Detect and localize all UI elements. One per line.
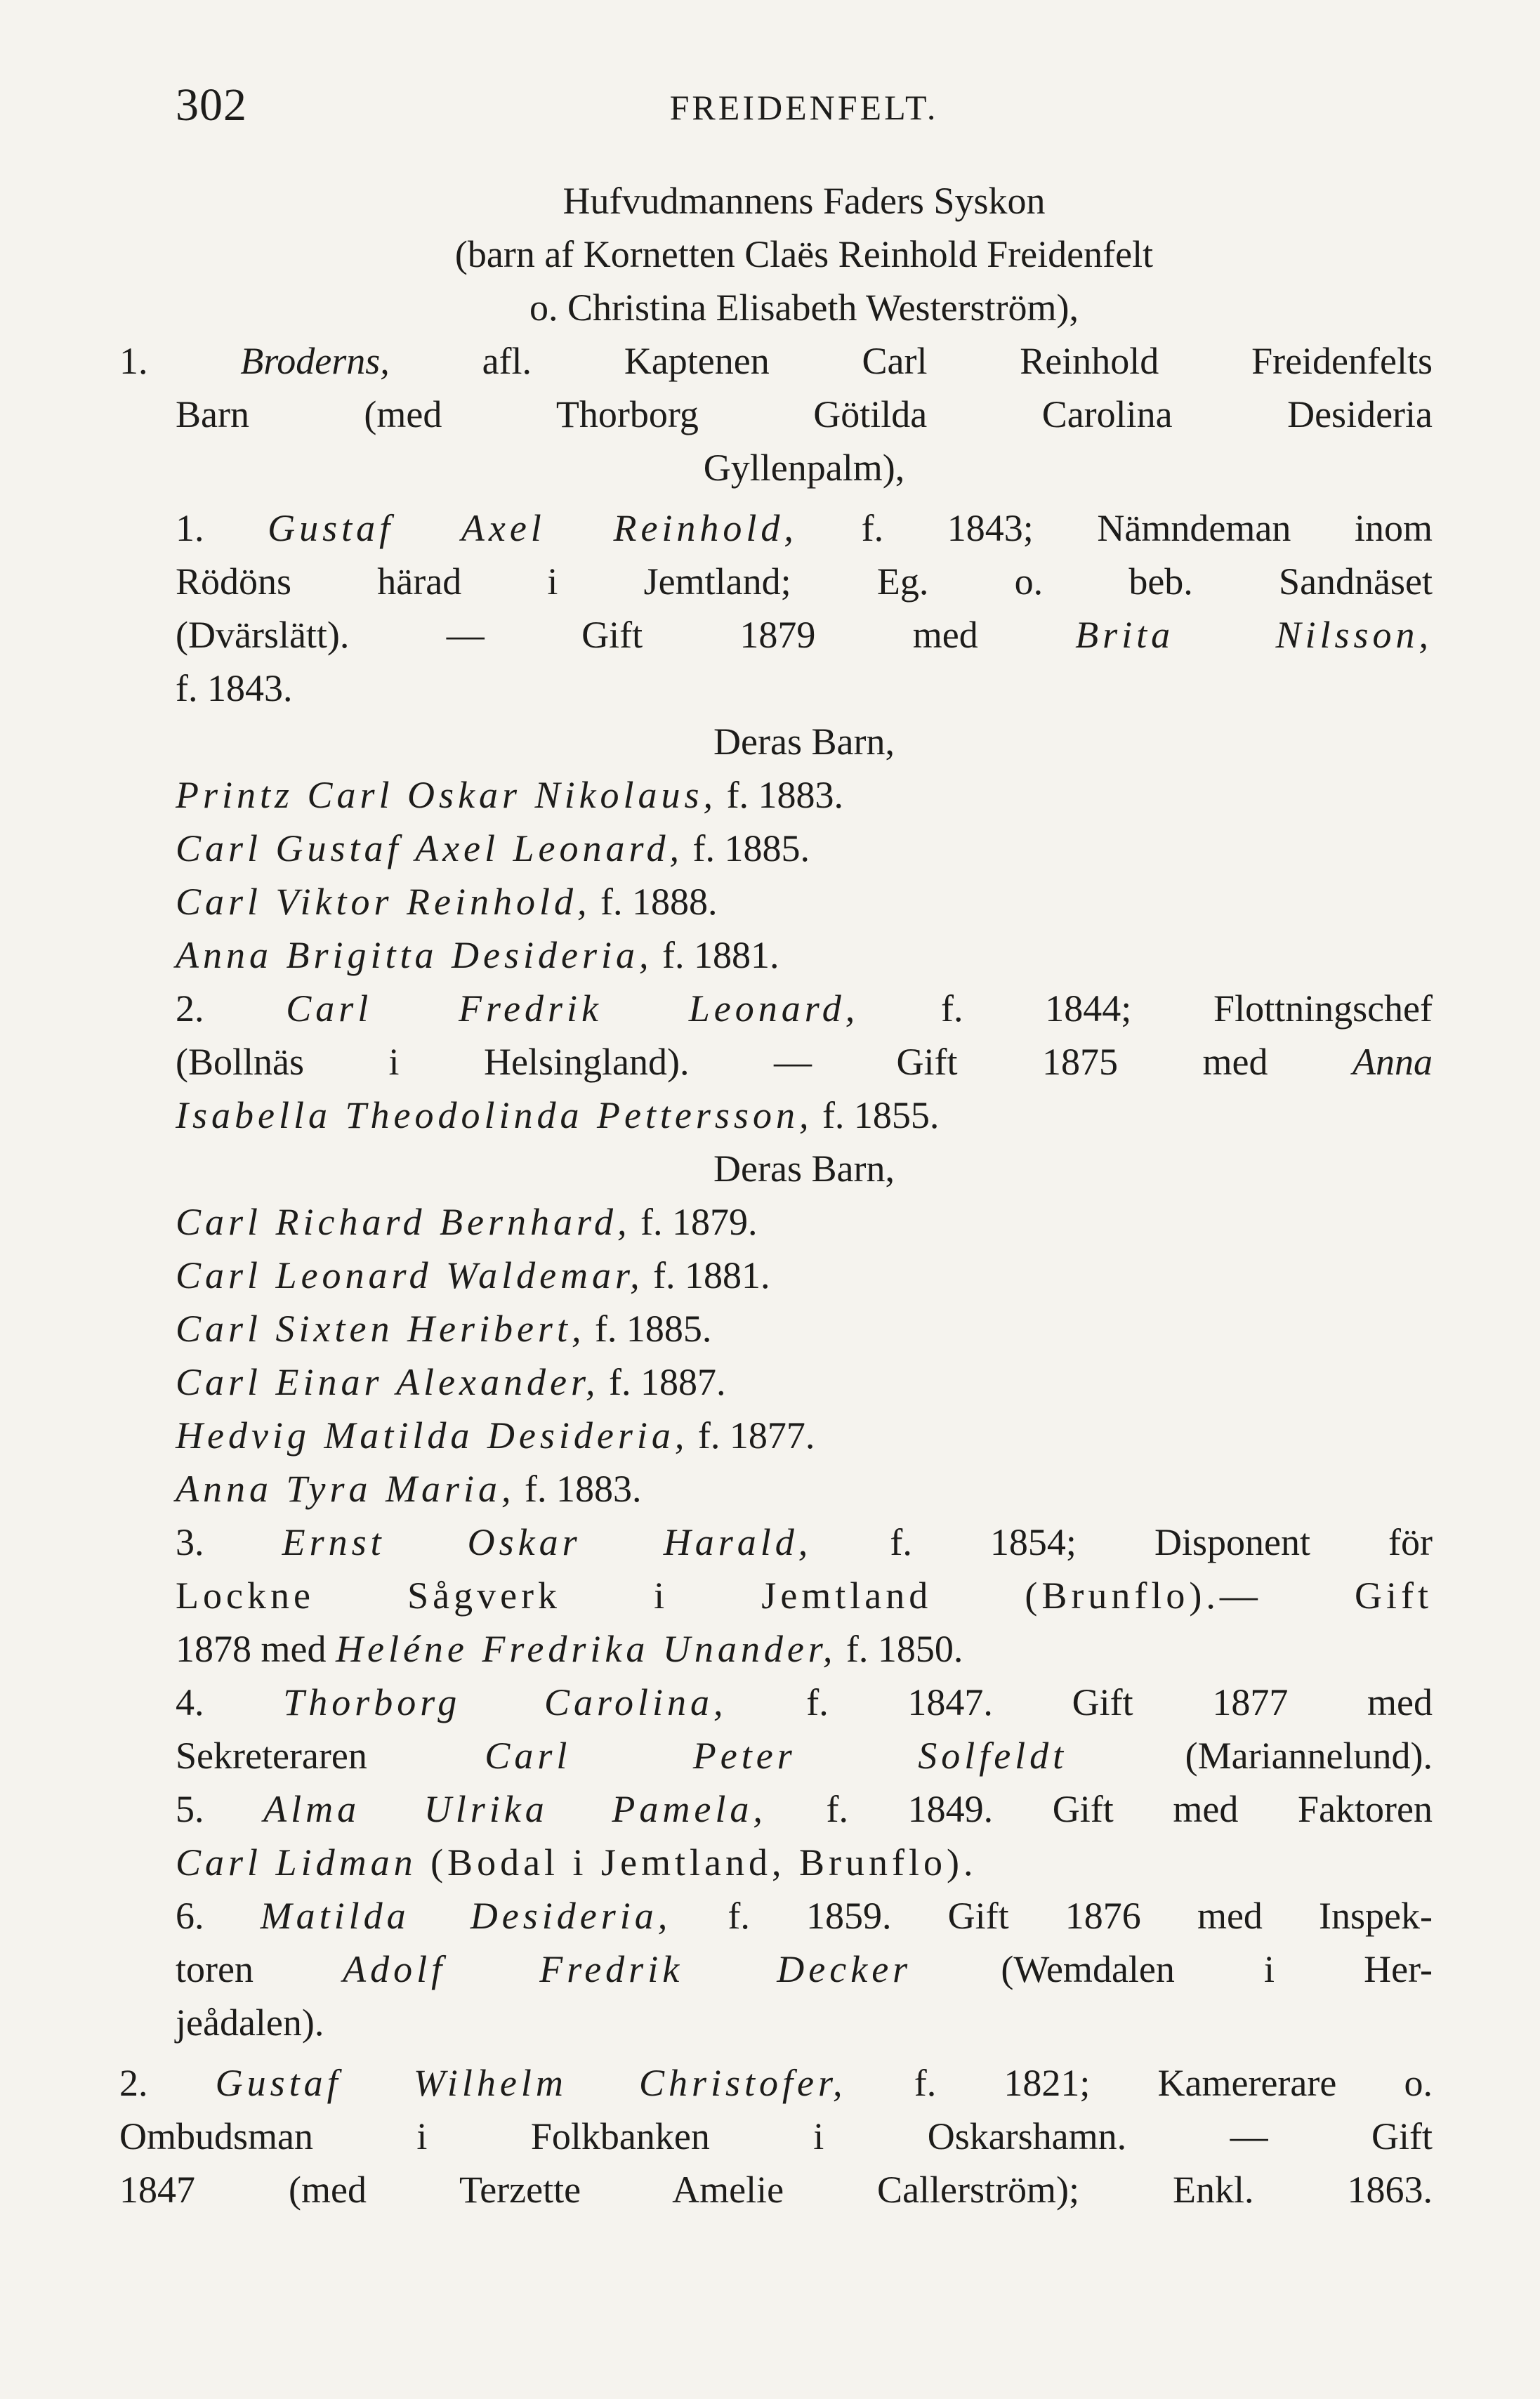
entry-text: toren: [176, 1948, 343, 1990]
entry-number: 6.: [176, 1895, 204, 1937]
entry-text: f. 1847. Gift 1877 med: [727, 1681, 1433, 1723]
entry-text: f. 1859. Gift 1876 med Inspek-: [671, 1895, 1433, 1937]
list-item: [176, 1462, 1433, 1516]
child-2-line-3: [176, 1089, 1433, 1142]
entry-text: f. 1854; Disponent för: [812, 1521, 1433, 1563]
entry-name: Alma Ulrika Pamela,: [263, 1788, 767, 1830]
sibling-1-line-1: [119, 334, 1433, 388]
sibling-2-line-2: Ombudsman i Folkbanken i Oskarshamn. — Gift: [119, 2115, 1433, 2157]
entry-text: Sekreteraren: [176, 1735, 485, 1777]
entry-number: 2.: [119, 2062, 148, 2104]
birth-year: f. 1885.: [585, 1308, 712, 1350]
entry-text: f. 1844; Flottningschef: [859, 987, 1433, 1030]
spouse-name: Isabella Theodolinda Pettersson,: [176, 1094, 813, 1136]
list-item: [176, 1249, 1433, 1302]
birth-year: f. 1888.: [591, 881, 718, 923]
grandchild-name: Hedvig Matilda Desideria,: [176, 1414, 689, 1457]
birth-year: f. 1883.: [515, 1468, 642, 1510]
child-6-line-3: jeådalen).: [176, 2002, 324, 2044]
child-4-line-1: [176, 1676, 1433, 1729]
entry-name: Gustaf Wilhelm Christofer,: [215, 2062, 847, 2104]
grandchild-name: Carl Gustaf Axel Leonard,: [176, 827, 684, 869]
list-item: [176, 875, 1433, 928]
entry-name: Ernst Oskar Harald,: [282, 1521, 812, 1563]
spouse-name: Anna: [1353, 1041, 1433, 1083]
entry-number: 3.: [176, 1521, 204, 1563]
children-heading: Deras Barn,: [713, 721, 895, 763]
child-1-line-2: Rödöns härad i Jemtland; Eg. o. beb. Sandnäset: [176, 560, 1433, 603]
children-heading: Deras Barn,: [713, 1148, 895, 1190]
spouse-name: Carl Lidman: [176, 1841, 417, 1884]
grandchildren-list-1: [176, 768, 1433, 982]
entry-text: f. 1821; Kamererare o.: [846, 2062, 1433, 2104]
spouse-name: Brita Nilsson,: [1075, 614, 1433, 656]
entry-text: 1878 med: [176, 1628, 336, 1670]
list-item: [176, 1355, 1433, 1409]
child-3-line-3: [176, 1622, 1433, 1676]
entry-name: Gustaf Axel Reinhold,: [268, 507, 798, 549]
sibling-1-line-3: Gyllenpalm),: [703, 447, 905, 489]
list-item: [176, 1302, 1433, 1355]
child-6-line-1: [176, 1889, 1433, 1943]
running-title: FREIDENFELT.: [669, 88, 939, 127]
entry-number: 1.: [119, 340, 148, 382]
grandchild-name: Carl Leonard Waldemar,: [176, 1254, 644, 1296]
page-body: [119, 174, 1433, 2216]
section-heading: Hufvudmannens Faders Syskon: [562, 180, 1046, 222]
page-number: 302: [176, 79, 247, 131]
grandchild-name: Carl Sixten Heribert,: [176, 1308, 586, 1350]
child-4-line-2: [176, 1729, 1433, 1782]
entry-number: 4.: [176, 1681, 204, 1723]
child-5-line-2: [176, 1836, 1433, 1889]
birth-year: f. 1881.: [652, 934, 779, 976]
child-3-line-1: [176, 1516, 1433, 1569]
child-1-line-3: [176, 608, 1433, 662]
section-heading-parents-cont: o. Christina Elisabeth Westerström),: [529, 287, 1079, 329]
entry-text: (Dvärslätt). — Gift 1879 med: [176, 614, 1076, 656]
child-2-line-1: [176, 982, 1433, 1035]
list-item: [176, 1409, 1433, 1462]
birth-year: f. 1877.: [688, 1414, 815, 1457]
child-1-line-4: f. 1843.: [176, 667, 293, 709]
birth-year: f. 1855.: [812, 1094, 940, 1136]
list-item: [176, 822, 1433, 875]
entry-text: afl. Kaptenen Carl Reinhold Freidenfelts: [389, 340, 1433, 382]
list-item: [176, 928, 1433, 982]
entry-text: (Wemdalen i Her-: [912, 1948, 1433, 1990]
sibling-2-line-1: [119, 2056, 1433, 2110]
list-item: [176, 768, 1433, 822]
entry-name: Thorborg Carolina,: [283, 1681, 728, 1723]
entry-text: (Bodal i Jemtland, Brunflo).: [416, 1841, 978, 1884]
birth-year: f. 1885.: [683, 827, 810, 869]
grandchild-name: Carl Einar Alexander,: [176, 1361, 600, 1403]
page-header: [176, 79, 1433, 142]
child-3-line-2: Lockne Sågverk i Jemtland (Brunflo).— Gift: [176, 1575, 1433, 1617]
entry-name: Matilda Desideria,: [260, 1895, 672, 1937]
entry-name: Broderns,: [240, 340, 390, 382]
entry-name: Carl Fredrik Leonard,: [286, 987, 860, 1030]
child-5-line-1: [176, 1782, 1433, 1836]
child-2-line-2: [176, 1035, 1433, 1089]
spouse-name: Heléne Fredrika Unander,: [335, 1628, 837, 1670]
entry-number: 5.: [176, 1788, 204, 1830]
birth-year: f. 1883.: [717, 774, 844, 816]
sibling-2-line-3: 1847 (med Terzette Amelie Callerström); Enkl. 1863.: [119, 2169, 1433, 2211]
child-1-line-1: [176, 501, 1433, 555]
grandchild-name: Carl Viktor Reinhold,: [176, 881, 591, 923]
sibling-1-line-2: Barn (med Thorborg Götilda Carolina Desideria: [176, 393, 1433, 435]
spouse-name: Carl Peter Solfeldt: [485, 1735, 1068, 1777]
list-item: [176, 1195, 1433, 1249]
child-6-line-2: [176, 1943, 1433, 1996]
section-heading-parents: (barn af Kornetten Claës Reinhold Freidenfelt: [454, 233, 1154, 275]
spouse-name: Adolf Fredrik Decker: [343, 1948, 912, 1990]
birth-year: f. 1879.: [631, 1201, 758, 1243]
grandchild-name: Carl Richard Bernhard,: [176, 1201, 631, 1243]
entry-text: f. 1843; Nämndeman inom: [797, 507, 1433, 549]
entry-text: f. 1849. Gift med Faktoren: [766, 1788, 1433, 1830]
birth-year: f. 1887.: [599, 1361, 726, 1403]
entry-number: 2.: [176, 987, 204, 1030]
entry-text: (Mariannelund).: [1067, 1735, 1433, 1777]
grandchild-name: Printz Carl Oskar Nikolaus,: [176, 774, 718, 816]
birth-year: f. 1850.: [836, 1628, 963, 1670]
birth-year: f. 1881.: [643, 1254, 770, 1296]
grandchildren-list-2: [176, 1195, 1433, 1516]
entry-text: (Bollnäs i Helsingland). — Gift 1875 med: [176, 1041, 1353, 1083]
grandchild-name: Anna Tyra Maria,: [176, 1468, 515, 1510]
entry-number: 1.: [176, 507, 204, 549]
grandchild-name: Anna Brigitta Desideria,: [176, 934, 653, 976]
